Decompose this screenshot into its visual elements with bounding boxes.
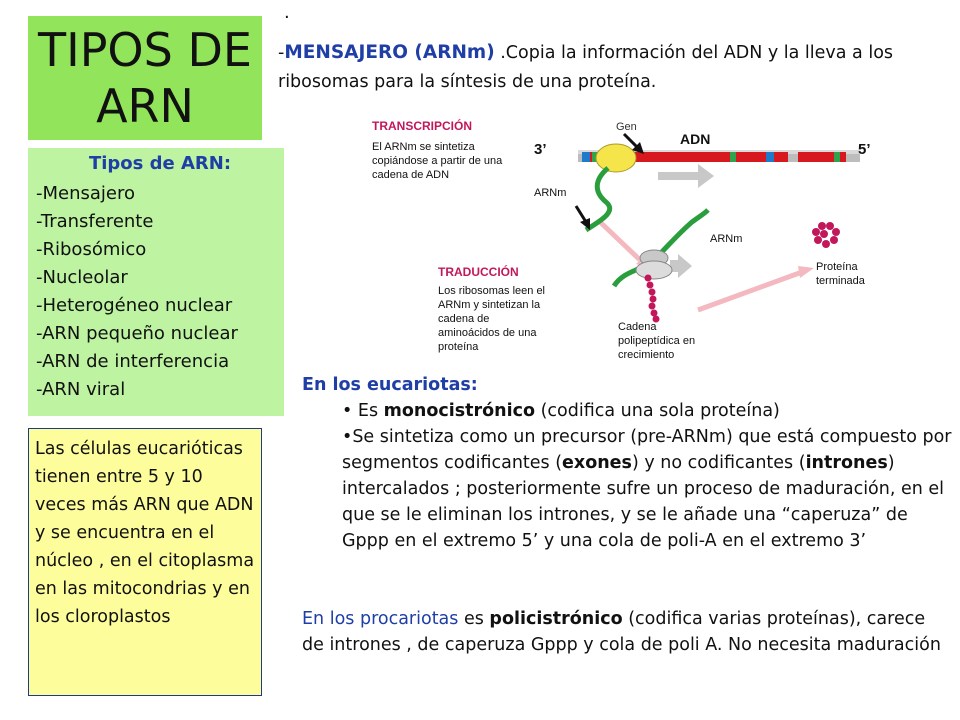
rna-type-item: -ARN pequeño nuclear [36,323,238,344]
transcription-title: TRANSCRIPCIÓN [372,119,473,133]
rna-types-box [28,148,284,416]
arnm-label: ARNm [534,187,567,199]
gen-label: Gen [616,121,637,133]
translation-text: proteína [438,341,479,353]
top-mark: . [284,2,290,23]
prokaryotes-bold: policistrónico [489,609,623,629]
rna-type-item: -Nucleolar [36,267,128,288]
rna-type-item: -Ribosómico [36,239,147,260]
transcription-translation-diagram [358,110,884,361]
prokaryotes-section: En los procariotas es policistrónico (codifica varias proteínas), carece de intrones , de caperuza Gppp y cola de poli A. No necesita maduración [302,609,941,655]
cells-note-text: Las células eucarióticas tienen entre 5 y 10 veces más ARN que ADN y se encuentra en el núcleo , en el citoplasma en las mitocondrias y en los cloroplastos [35,439,255,627]
chain-text: polipeptídica en [618,335,696,347]
prokaryotes-text: (codifica varias proteínas), carece de intrones , de caperuza Gppp y cola de poli A. No necesita maduración [302,609,941,655]
transcription-text: cadena de ADN [372,169,450,181]
translation-text: cadena de [438,313,490,325]
mrna-label: MENSAJERO (ARNm) [284,42,495,63]
translation-text: Los ribosomas leen el [438,285,546,297]
title-line-2: ARN [96,79,194,133]
chain-text: Cadena [618,321,657,333]
protein-text: terminada [816,275,865,287]
eukaryotes-bullet-1: • Es monocistrónico (codifica una sola proteína) [342,401,780,421]
title-line-1: TIPOS DE [38,23,252,77]
eukaryotes-bullet-2: •Se sintetiza como un precursor (pre-ARNm) que está compuesto por segmentos codificantes (exones) y no codificantes (intrones) intercalados ; posteriormente sufre un proceso de maduración, en el que se le eliminan los intrones, y se le añade una “caperuza” de Gppp en el extremo 5’ y una cola de poli-A en el extremo 3’ [342,427,952,551]
mrna-description: .Copia la información del ADN y la lleva a los ribosomas para la síntesis de una proteína. [278,43,894,92]
rna-type-item: -ARN viral [36,379,126,400]
rna-type-item: -Heterogéneo nuclear [36,295,233,316]
rna-type-item: -Transferente [36,211,154,232]
eukaryotes-heading: En los eucariotas: [302,375,478,395]
title-box [28,16,262,140]
transcription-text: copiándose a partir de una [372,155,503,167]
translation-title: TRADUCCIÓN [438,265,519,279]
adn-label: ADN [680,131,711,147]
end3-label: 3’ [534,141,547,158]
intro-dash: - [278,43,285,63]
prokaryotes-label: En los procariotas [302,609,459,629]
rna-type-item: -Mensajero [36,183,136,204]
end5-label: 5’ [858,141,871,158]
arnm-label: ARNm [710,233,743,245]
rna-polymerase [596,144,636,172]
transcription-text: El ARNm se sintetiza [372,141,475,153]
eukaryotes-section [302,372,952,554]
rna-type-item: -ARN de interferencia [36,351,230,372]
cells-note-box [28,428,262,696]
protein-text: Proteína [816,261,858,273]
rna-types-heading: Tipos de ARN: [88,153,232,174]
chain-text: crecimiento [618,349,675,361]
translation-text: aminoácidos de una [438,327,537,339]
mrna-intro [278,38,950,97]
translation-text: ARNm y sintetizan la [438,299,541,311]
